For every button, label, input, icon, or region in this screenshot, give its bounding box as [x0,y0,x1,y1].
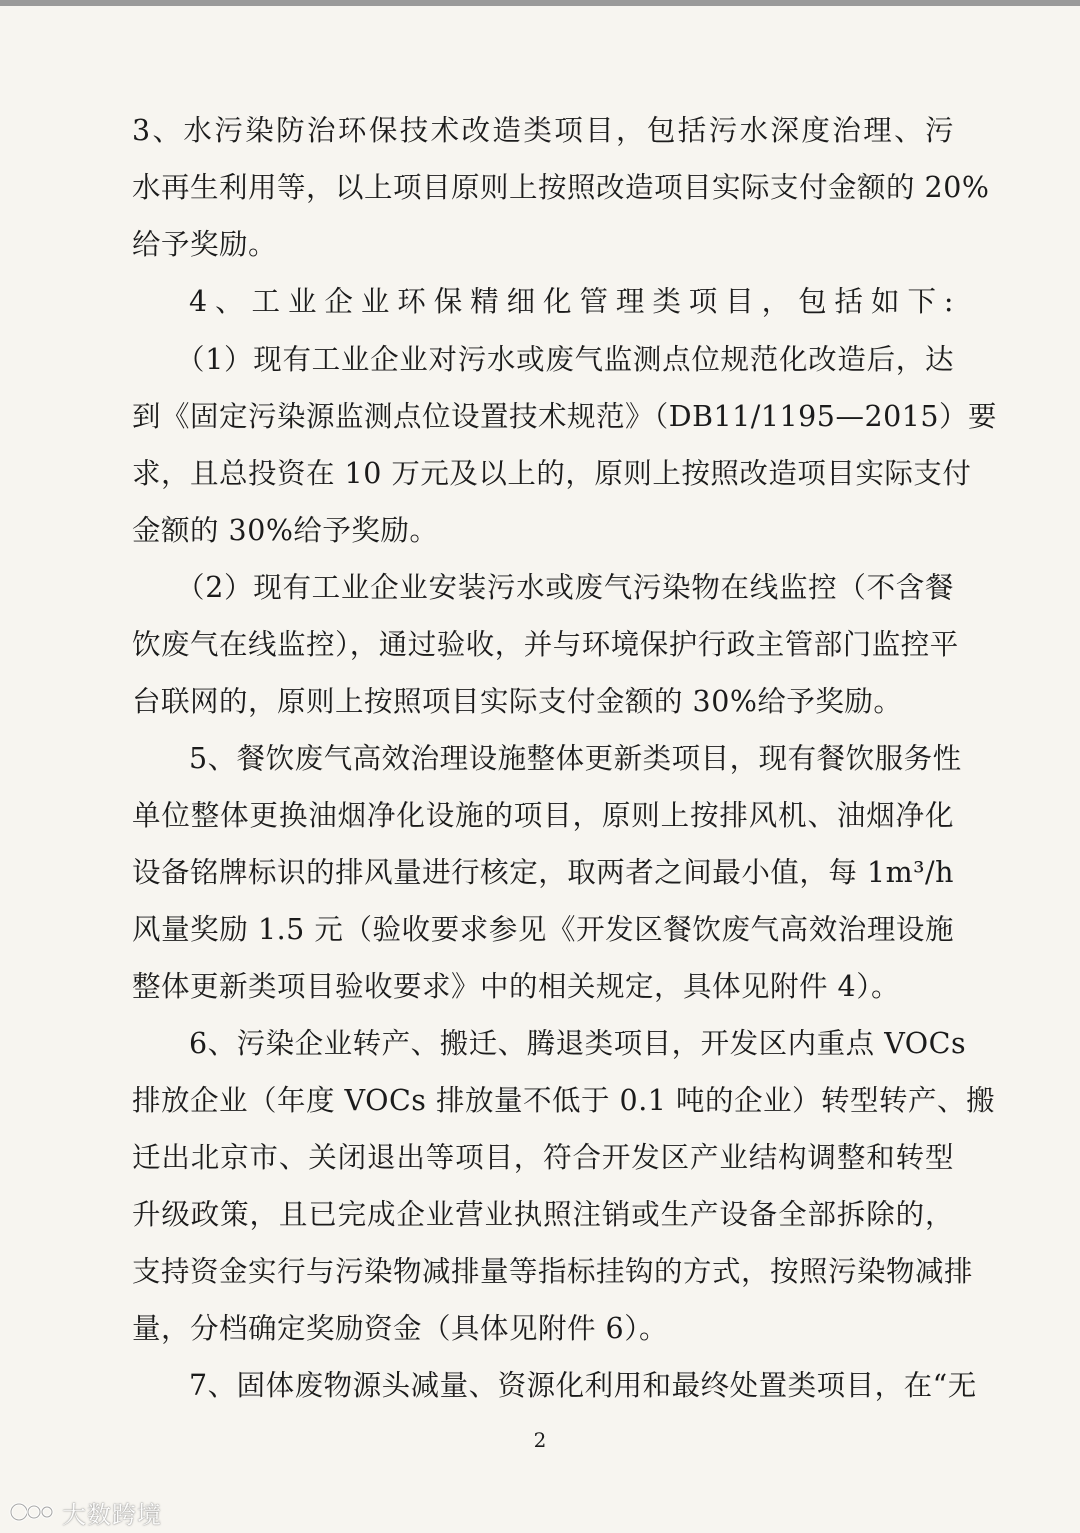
text-line-10: 饮废气在线监控），通过验收，并与环境保护行政主管部门监控平 [132,628,959,661]
text-line-22: 量，分档确定奖励资金（具体见附件 6）。 [132,1312,668,1345]
text-line-7: 求，且总投资在 10 万元及以上的，原则上按照改造项目实际支付 [132,457,972,490]
text-line-1: 3、水污染防治环保技术改造类项目，包括污水深度治理、污 [132,114,954,147]
text-line-3: 给予奖励。 [132,228,278,261]
text-line-8: 金额的 30%给予奖励。 [132,514,439,547]
text-line-2: 水再生利用等，以上项目原则上按照改造项目实际支付金额的 20% [132,171,990,204]
text-line-4: 4、工业企业环保精细化管理类项目，包括如下: [189,285,954,318]
text-line-14: 设备铭牌标识的排风量进行核定，取两者之间最小值，每 1m³/h [132,856,954,889]
watermark-text: 大数跨境 [62,1500,162,1529]
text-line-17: 6、污染企业转产、搬迁、腾退类项目，开发区内重点 VOCs [189,1027,967,1060]
text-line-9: （2）现有工业企业安装污水或废气污染物在线监控（不含餐 [176,571,954,604]
text-line-21: 支持资金实行与污染物减排量等指标挂钩的方式，按照污染物减排 [132,1255,974,1288]
text-line-20: 升级政策，且已完成企业营业执照注销或生产设备全部拆除的， [132,1198,954,1231]
text-line-5: （1）现有工业企业对污水或废气监测点位规范化改造后，达 [176,343,954,376]
text-line-6: 到《固定污染源监测点位设置技术规范》（DB11/1195—2015）要 [132,400,997,433]
watermark-logo-icon [8,1497,56,1527]
watermark [8,1494,162,1530]
text-line-15: 风量奖励 1.5 元（验收要求参见《开发区餐饮废气高效治理设施 [132,913,954,946]
text-line-11: 台联网的，原则上按照项目实际支付金额的 30%给予奖励。 [132,685,903,718]
text-line-19: 迁出北京市、关闭退出等项目，符合开发区产业结构调整和转型 [132,1141,954,1174]
text-line-18: 排放企业（年度 VOCs 排放量不低于 0.1 吨的企业）转型转产、搬 [132,1084,995,1117]
page-number: 2 [533,1428,547,1452]
scan-top-edge [0,0,1080,6]
text-line-13: 单位整体更换油烟净化设施的项目，原则上按排风机、油烟净化 [132,799,954,832]
text-line-12: 5、餐饮废气高效治理设施整体更新类项目，现有餐饮服务性 [189,742,962,775]
text-line-23: 7、固体废物源头减量、资源化利用和最终处置类项目，在“无 [189,1369,977,1402]
text-line-16: 整体更新类项目验收要求》中的相关规定，具体见附件 4）。 [132,970,900,1003]
